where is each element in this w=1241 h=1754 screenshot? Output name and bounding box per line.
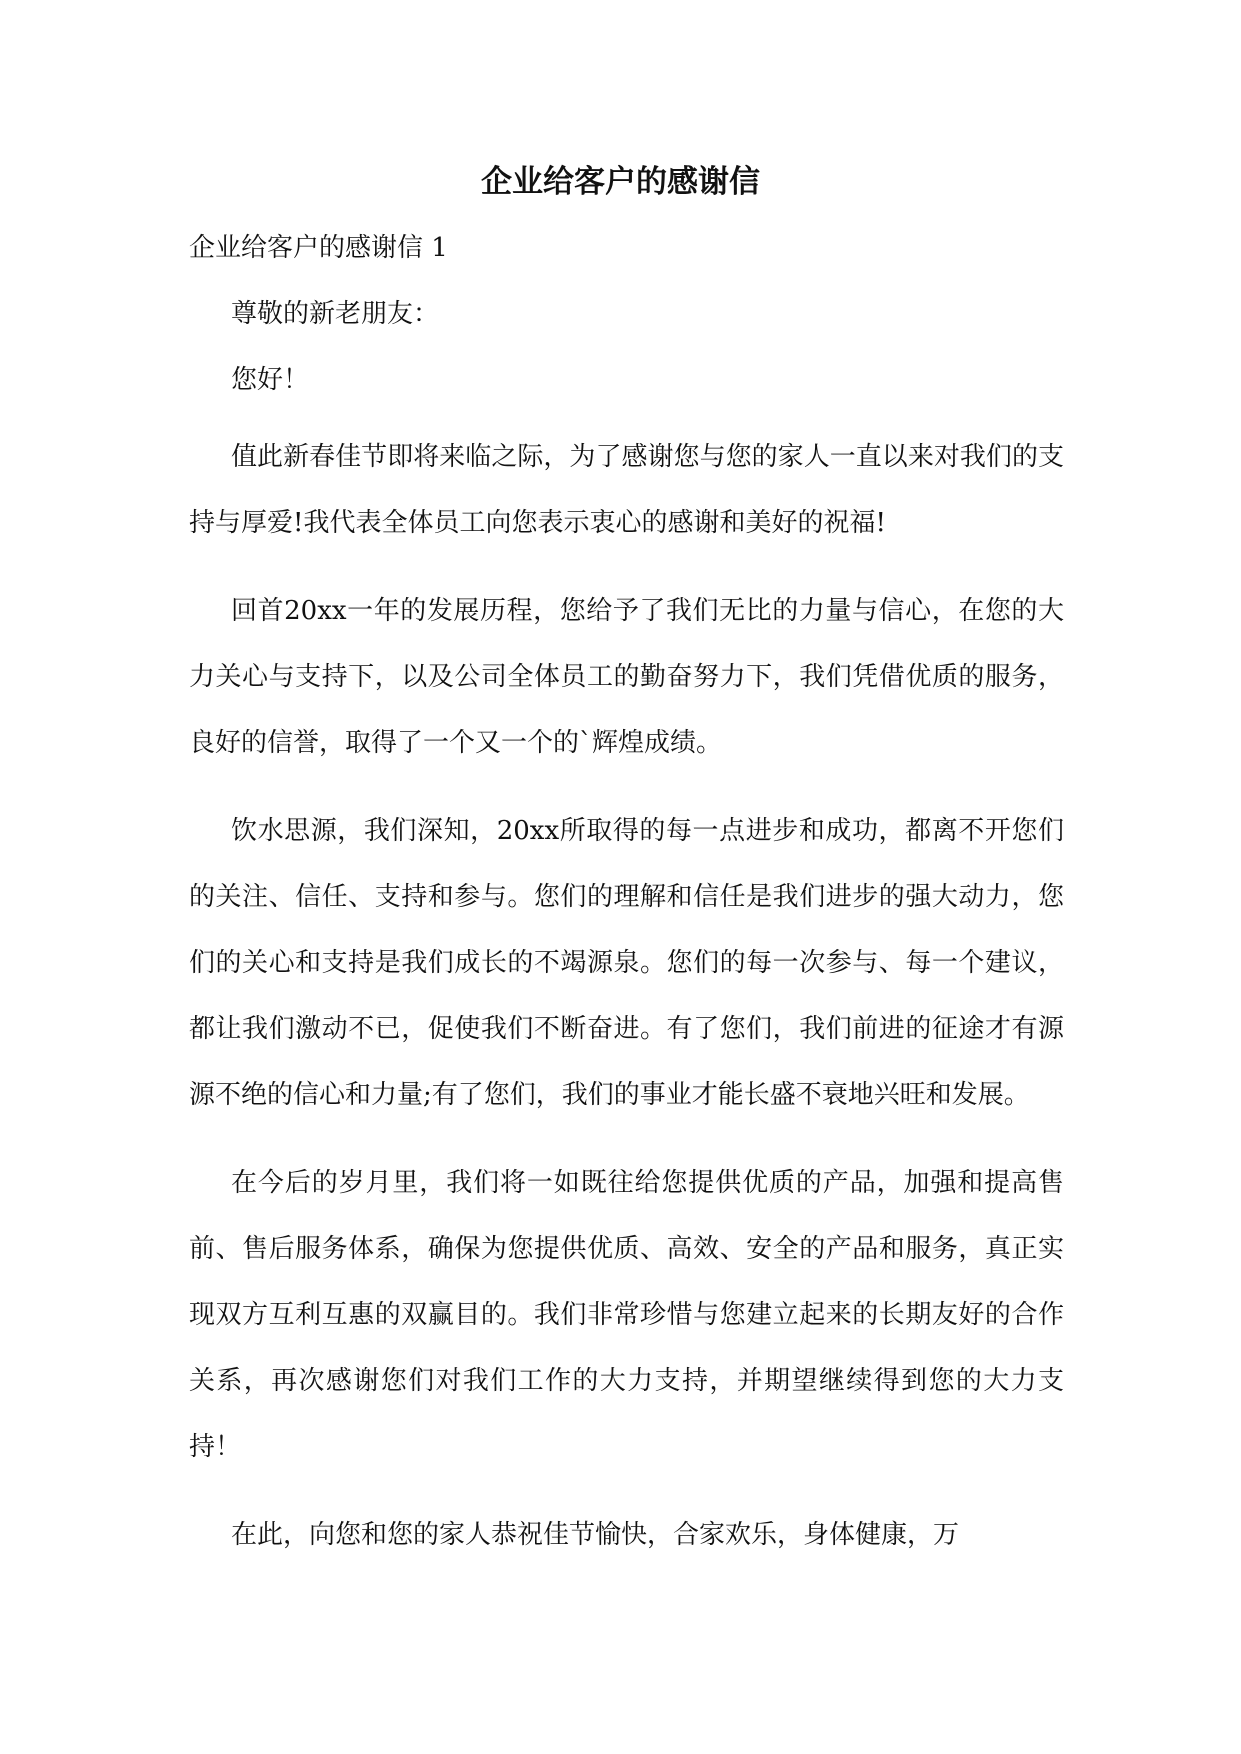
paragraph: 在此，向您和您的家人恭祝佳节愉快，合家欢乐，身体健康，万 <box>231 1520 960 1550</box>
paragraph: 值此新春佳节即将来临之际，为了感谢您与您的家人一直以来对我们的支持与厚爱!我代表全体员工向您表示衷心的感谢和美好的祝福! <box>189 442 1064 538</box>
letter-salutation: 尊敬的新老朋友： <box>231 299 440 329</box>
letter-greeting: 您好！ <box>231 365 310 395</box>
letter-subheading: 企业给客户的感谢信 1 <box>189 233 448 263</box>
document-title: 企业给客户的感谢信 <box>481 164 760 200</box>
paragraph: 在今后的岁月里，我们将一如既往给您提供优质的产品，加强和提高售前、售后服务体系，确保为您提供优质、高效、安全的产品和服务，真正实现双方互利互惠的双赢目的。我们非常珍惜与您建立起来的长期友好的合作关系，再次感谢您们对我们工作的大力支持，并期望继续得到您的大力支持！ <box>189 1168 1064 1462</box>
paragraph: 饮水思源，我们深知，20xx所取得的每一点进步和成功，都离不开您们的关注、信任、支持和参与。您们的理解和信任是我们进步的强大动力，您们的关心和支持是我们成长的不竭源泉。您们的每一次参与、每一个建议，都让我们激动不已，促使我们不断奋进。有了您们，我们前进的征途才有源源不绝的信心和力量;有了您们，我们的事业才能长盛不衰地兴旺和发展。 <box>189 816 1064 1110</box>
paragraph: 回首20xx一年的发展历程，您给予了我们无比的力量与信心，在您的大力关心与支持下，以及公司全体员工的勤奋努力下，我们凭借优质的服务，良好的信誉，取得了一个又一个的`辉煌成绩。 <box>189 596 1064 758</box>
document-body <box>189 226 1064 1590</box>
